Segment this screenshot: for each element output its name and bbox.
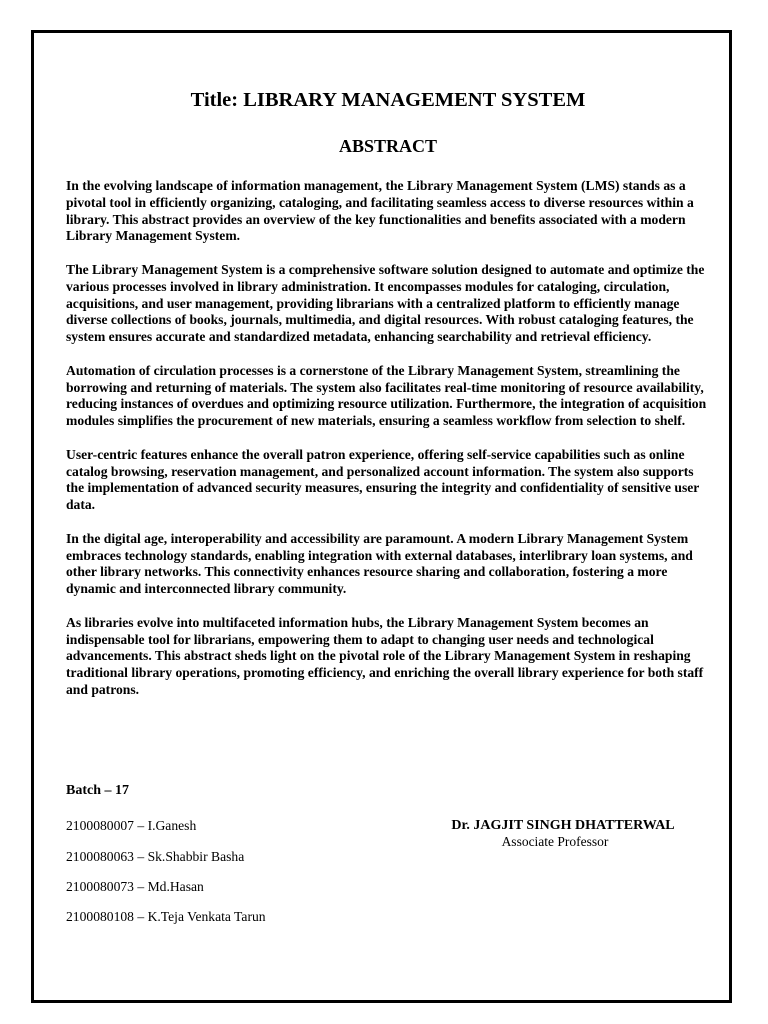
abstract-paragraph-2: The Library Management System is a comprehensive software solution designed to automate and optimize the various processes involved in library administration. It encompasses modules for cataloging, circulation, acquisitions, and user management, providing librarians with a centralized platform to efficiently manage diverse collections of books, journals, multimedia, and digital resources. With robust cataloging features, the system ensures accurate and standardized metadata, enhancing searchability and retrieval efficiency. (66, 261, 705, 345)
team-member-3: 2100080073 – Md.Hasan (66, 879, 204, 894)
batch-label: Batch – 17 (66, 783, 129, 798)
document-title: Title: LIBRARY MANAGEMENT SYSTEM (190, 89, 586, 111)
guide-name: Dr. JAGJIT SINGH DHATTERWAL (451, 818, 675, 833)
abstract-paragraph-3: Automation of circulation processes is a cornerstone of the Library Management System, streamlining the borrowing and returning of materials. The system also facilitates real-time monitoring of resource availability, reducing instances of overdues and optimizing resource utilization. Furthermore, the integration of acquisition modules simplifies the procurement of new materials, ensuring a seamless workflow from selection to shelf. (66, 362, 707, 429)
team-member-4: 2100080108 – K.Teja Venkata Tarun (66, 909, 266, 924)
abstract-heading: ABSTRACT (338, 136, 438, 156)
abstract-paragraph-1: In the evolving landscape of information management, the Library Management System (LMS) stands as a pivotal tool in efficiently organizing, cataloging, and facilitating seamless access to diverse resources within a library. This abstract provides an overview of the key functionalities and benefits associated with a modern Library Management System. (66, 178, 694, 244)
abstract-body (66, 178, 712, 716)
abstract-paragraph-4: User-centric features enhance the overall patron experience, offering self-service capabilities such as online catalog browsing, reservation management, and personalized account information. The system also supports the implementation of advanced security measures, ensuring the integrity and confidentiality of sensitive user data. (66, 446, 700, 513)
guide-designation: Associate Professor (501, 834, 609, 849)
team-member-2: 2100080063 – Sk.Shabbir Basha (66, 849, 245, 864)
team-member-1: 2100080007 – I.Ganesh (66, 818, 197, 833)
abstract-paragraph-5: In the digital age, interoperability and accessibility are paramount. A modern Library Management System embraces technology standards, enabling integration with external databases, interlibrary loan systems, and other library networks. This connectivity enhances resource sharing and collaboration, fostering a more dynamic and interconnected library community. (66, 530, 693, 597)
abstract-paragraph-6: As libraries evolve into multifaceted information hubs, the Library Management System becomes an indispensable tool for librarians, empowering them to adapt to changing user needs and technological advancements. This abstract sheds light on the pivotal role of the Library Management System in reshaping traditional library operations, promoting efficiency, and enriching the overall library experience for both staff and patrons. (66, 614, 704, 697)
